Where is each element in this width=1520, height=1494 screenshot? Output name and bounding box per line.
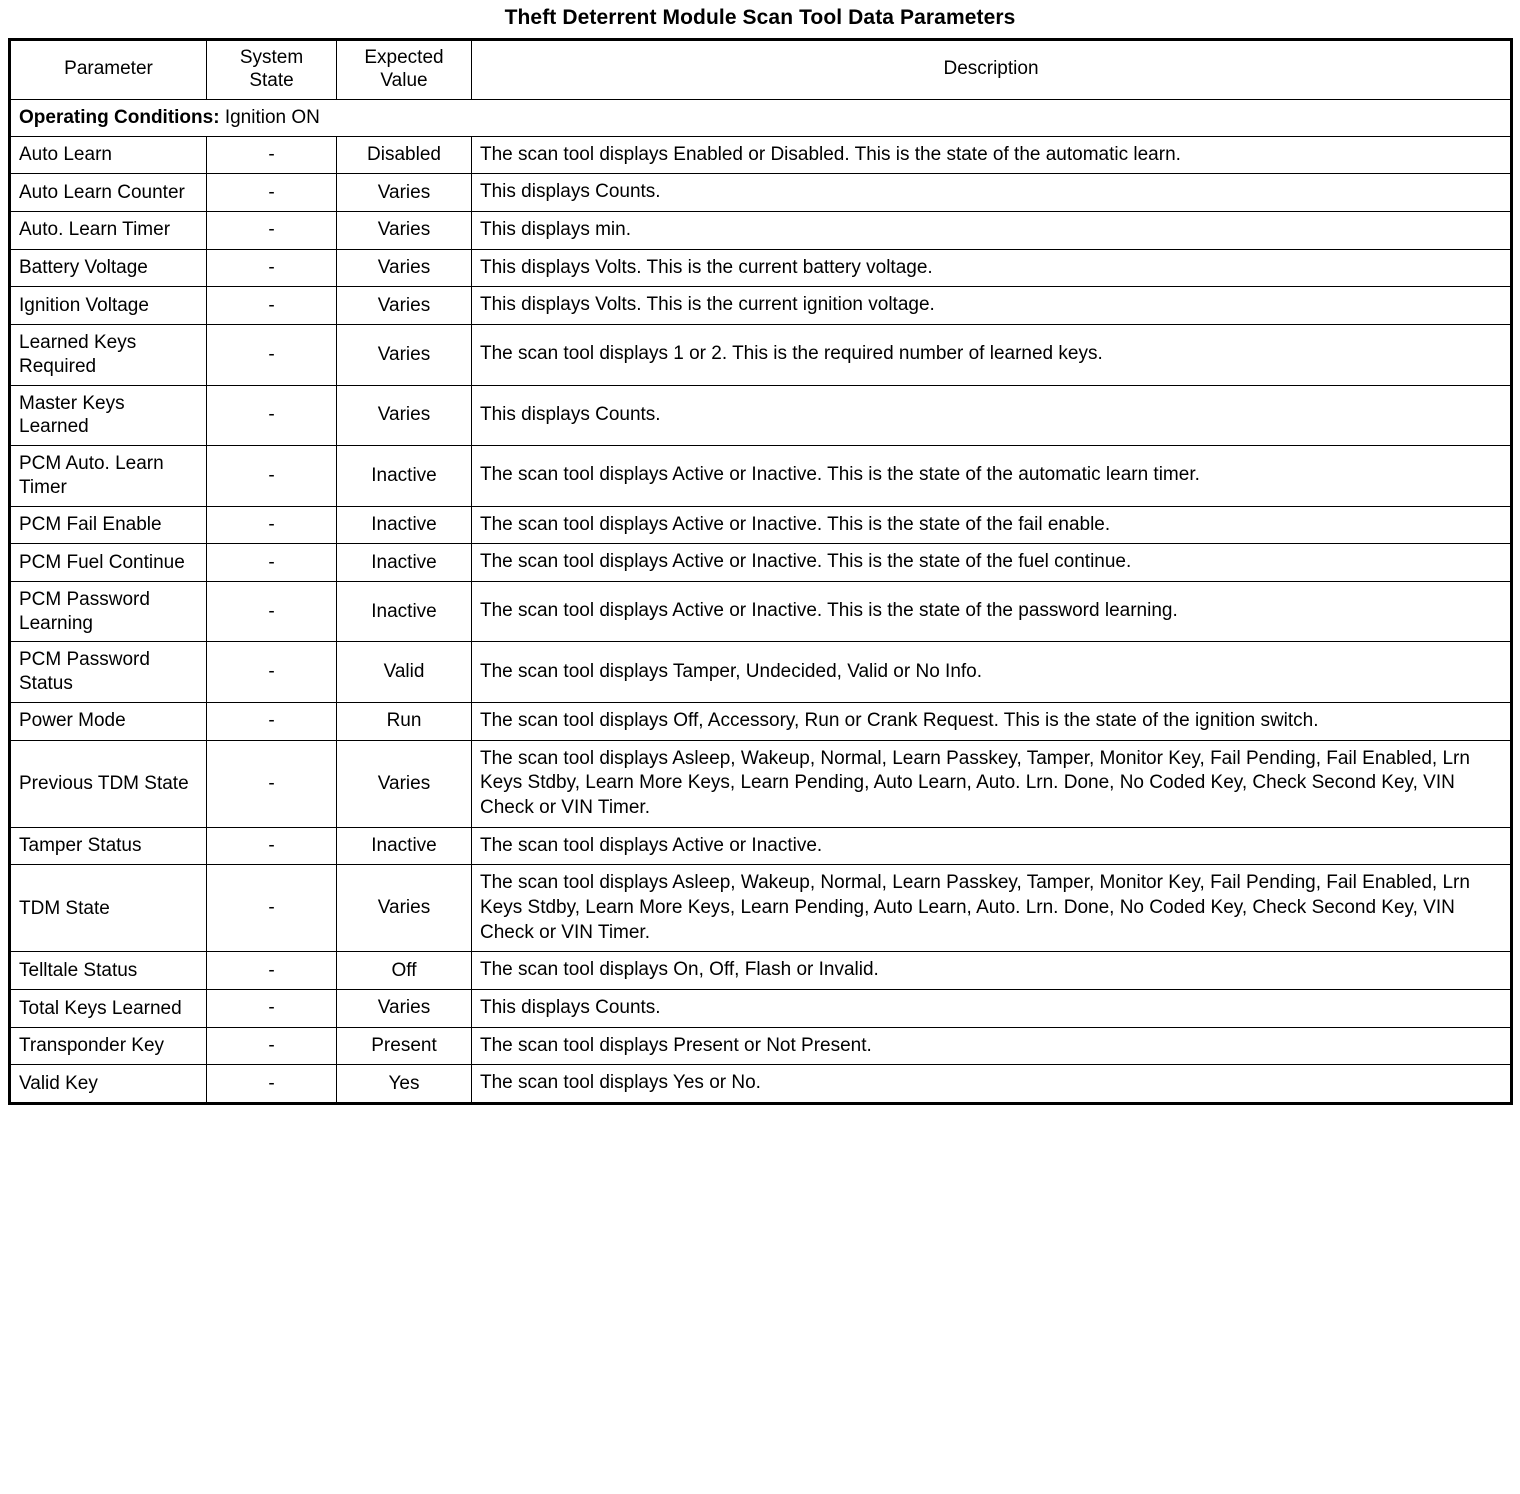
column-header-description: Description — [472, 40, 1512, 100]
cell-expected-value: Inactive — [337, 446, 472, 507]
cell-system-state: - — [207, 506, 337, 544]
cell-expected-value: Inactive — [337, 506, 472, 544]
cell-expected-value: Disabled — [337, 136, 472, 174]
operating-conditions-cell — [10, 99, 1512, 136]
column-header-expected-value — [337, 40, 472, 100]
cell-description: This displays min. — [472, 211, 1512, 249]
cell-parameter: Learned Keys Required — [10, 325, 207, 386]
cell-expected-value: Varies — [337, 249, 472, 287]
cell-expected-value: Inactive — [337, 581, 472, 642]
cell-parameter: PCM Password Learning — [10, 581, 207, 642]
table-row — [10, 506, 1512, 544]
cell-parameter: Tamper Status — [10, 827, 207, 865]
cell-system-state: - — [207, 446, 337, 507]
table-row — [10, 865, 1512, 952]
operating-conditions-label: Operating Conditions: — [19, 106, 220, 128]
table-row — [10, 642, 1512, 703]
cell-system-state: - — [207, 952, 337, 990]
cell-description: The scan tool displays Active or Inactive. This is the state of the automatic learn timer. — [472, 446, 1512, 507]
cell-description: The scan tool displays Off, Accessory, Run or Crank Request. This is the state of the ignition switch. — [472, 702, 1512, 740]
cell-description: The scan tool displays On, Off, Flash or Invalid. — [472, 952, 1512, 990]
cell-expected-value: Inactive — [337, 544, 472, 582]
cell-description: The scan tool displays Tamper, Undecided, Valid or No Info. — [472, 642, 1512, 703]
table-header-row — [10, 40, 1512, 100]
column-header-system-state-line2: State — [249, 69, 294, 91]
table-row — [10, 446, 1512, 507]
cell-system-state: - — [207, 211, 337, 249]
table-row — [10, 827, 1512, 865]
column-header-system-state-line1: System — [239, 47, 304, 68]
cell-description: The scan tool displays Present or Not Present. — [472, 1027, 1512, 1065]
cell-system-state: - — [207, 865, 337, 952]
cell-description: The scan tool displays Enabled or Disabled. This is the state of the automatic learn. — [472, 136, 1512, 174]
table-row — [10, 1027, 1512, 1065]
cell-system-state: - — [207, 581, 337, 642]
table-row — [10, 385, 1512, 446]
cell-parameter: PCM Auto. Learn Timer — [10, 446, 207, 507]
table-row — [10, 740, 1512, 827]
cell-parameter: Master Keys Learned — [10, 385, 207, 446]
cell-parameter: TDM State — [10, 865, 207, 952]
cell-parameter: PCM Fail Enable — [10, 506, 207, 544]
table-header — [10, 40, 1512, 100]
cell-expected-value: Run — [337, 702, 472, 740]
table-row — [10, 581, 1512, 642]
cell-expected-value: Varies — [337, 211, 472, 249]
cell-expected-value: Varies — [337, 990, 472, 1028]
table-row — [10, 952, 1512, 990]
cell-system-state: - — [207, 136, 337, 174]
column-header-system-state — [207, 40, 337, 100]
cell-expected-value: Varies — [337, 385, 472, 446]
table-body — [10, 99, 1512, 1104]
operating-conditions-value: Ignition ON — [224, 106, 320, 128]
cell-system-state: - — [207, 544, 337, 582]
cell-parameter: Total Keys Learned — [10, 990, 207, 1028]
cell-description: This displays Counts. — [472, 990, 1512, 1028]
cell-description: The scan tool displays Active or Inactive. This is the state of the fuel continue. — [472, 544, 1512, 582]
cell-system-state: - — [207, 990, 337, 1028]
cell-description: The scan tool displays Asleep, Wakeup, Normal, Learn Passkey, Tamper, Monitor Key, Fail Pending, Fail Enabled, Lrn Keys Stdby, Learn More Keys, Learn Pending, Auto Learn, Auto. Lrn. Done, No Coded Key, Check Second Key, VIN Check or VIN Timer. — [472, 740, 1512, 827]
cell-expected-value: Present — [337, 1027, 472, 1065]
table-row — [10, 174, 1512, 212]
cell-description: The scan tool displays Active or Inactive. This is the state of the fail enable. — [472, 506, 1512, 544]
table-row — [10, 1065, 1512, 1104]
table-row — [10, 287, 1512, 325]
cell-parameter: Previous TDM State — [10, 740, 207, 827]
cell-expected-value: Varies — [337, 865, 472, 952]
cell-parameter: Ignition Voltage — [10, 287, 207, 325]
cell-description: The scan tool displays Yes or No. — [472, 1065, 1512, 1104]
cell-description: The scan tool displays Active or Inactive. This is the state of the password learning. — [472, 581, 1512, 642]
cell-parameter: Auto. Learn Timer — [10, 211, 207, 249]
table-row — [10, 211, 1512, 249]
cell-parameter: Transponder Key — [10, 1027, 207, 1065]
cell-parameter: Battery Voltage — [10, 249, 207, 287]
cell-expected-value: Varies — [337, 174, 472, 212]
cell-expected-value: Varies — [337, 287, 472, 325]
table-row — [10, 990, 1512, 1028]
column-header-expected-value-line2: Value — [380, 69, 428, 91]
cell-expected-value: Yes — [337, 1065, 472, 1104]
cell-expected-value: Valid — [337, 642, 472, 703]
cell-expected-value: Varies — [337, 325, 472, 386]
table-row — [10, 544, 1512, 582]
cell-expected-value: Varies — [337, 740, 472, 827]
cell-parameter: Auto Learn Counter — [10, 174, 207, 212]
table-row — [10, 136, 1512, 174]
cell-parameter: Valid Key — [10, 1065, 207, 1104]
column-header-expected-value-line1: Expected — [364, 47, 444, 68]
cell-system-state: - — [207, 827, 337, 865]
cell-system-state: - — [207, 642, 337, 703]
cell-system-state: - — [207, 1027, 337, 1065]
parameters-table — [8, 38, 1513, 1105]
cell-parameter: Auto Learn — [10, 136, 207, 174]
page-title: Theft Deterrent Module Scan Tool Data Parameters — [504, 6, 1016, 29]
cell-system-state: - — [207, 740, 337, 827]
table-row — [10, 702, 1512, 740]
cell-description: This displays Counts. — [472, 174, 1512, 212]
cell-system-state: - — [207, 1065, 337, 1104]
cell-description: This displays Volts. This is the current battery voltage. — [472, 249, 1512, 287]
cell-system-state: - — [207, 174, 337, 212]
cell-system-state: - — [207, 702, 337, 740]
cell-parameter: Power Mode — [10, 702, 207, 740]
cell-description: The scan tool displays Asleep, Wakeup, Normal, Learn Passkey, Tamper, Monitor Key, Fail Pending, Fail Enabled, Lrn Keys Stdby, Learn More Keys, Learn Pending, Auto Learn, Auto. Lrn. Done, No Coded Key, Check Second Key, VIN Check or VIN Timer. — [472, 865, 1512, 952]
cell-description: The scan tool displays 1 or 2. This is the required number of learned keys. — [472, 325, 1512, 386]
cell-description: This displays Volts. This is the current ignition voltage. — [472, 287, 1512, 325]
table-row — [10, 249, 1512, 287]
cell-system-state: - — [207, 287, 337, 325]
column-header-parameter: Parameter — [10, 40, 207, 100]
cell-system-state: - — [207, 325, 337, 386]
cell-system-state: - — [207, 249, 337, 287]
cell-description: This displays Counts. — [472, 385, 1512, 446]
cell-parameter: PCM Fuel Continue — [10, 544, 207, 582]
cell-expected-value: Off — [337, 952, 472, 990]
cell-expected-value: Inactive — [337, 827, 472, 865]
cell-system-state: - — [207, 385, 337, 446]
cell-parameter: Telltale Status — [10, 952, 207, 990]
operating-conditions-row — [10, 99, 1512, 136]
table-row — [10, 325, 1512, 386]
cell-description: The scan tool displays Active or Inactive. — [472, 827, 1512, 865]
cell-parameter: PCM Password Status — [10, 642, 207, 703]
